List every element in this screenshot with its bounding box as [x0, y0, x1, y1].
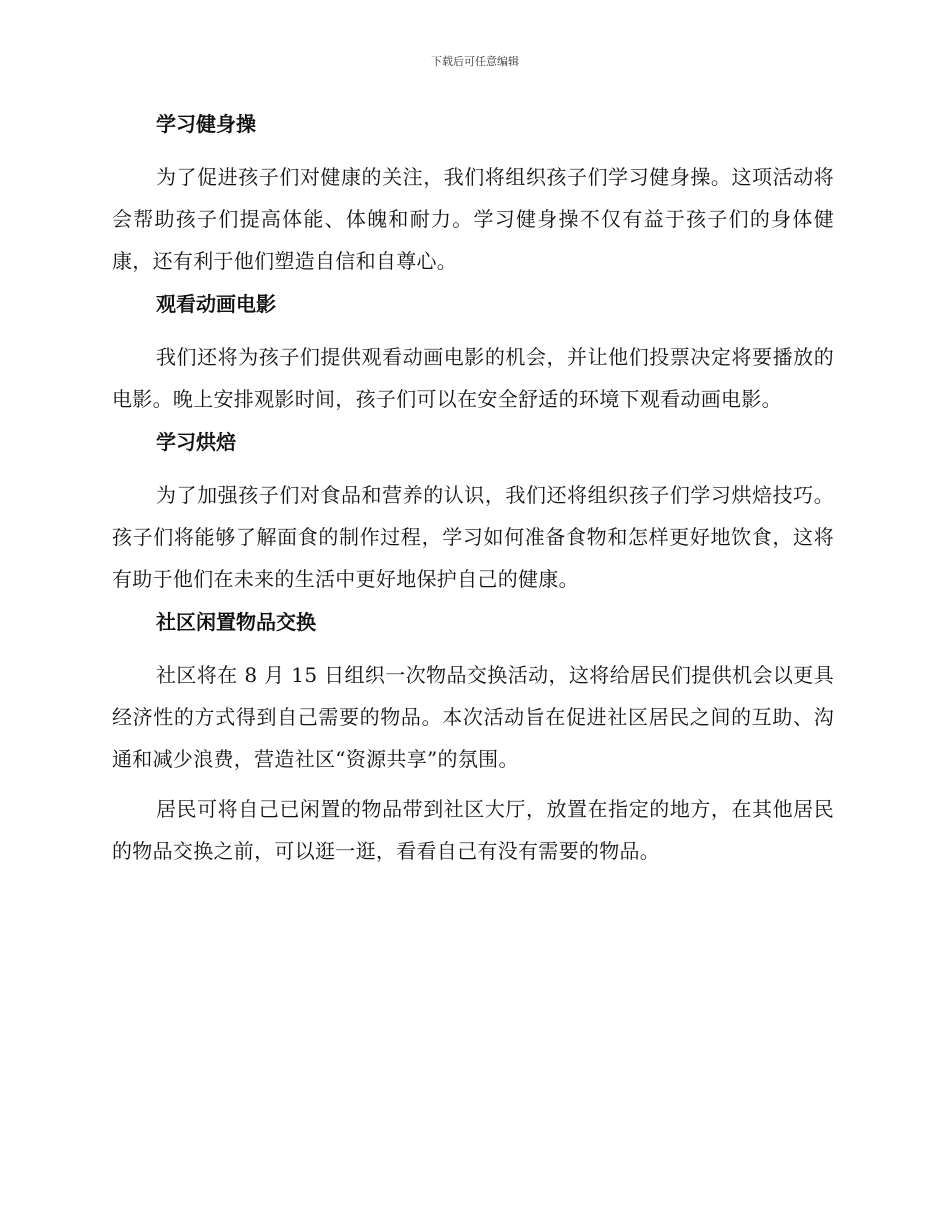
- section-movie: [112, 290, 834, 420]
- section-baking: [112, 428, 834, 600]
- document-body: [112, 110, 834, 880]
- section-paragraph: 居民可将自己已闲置的物品带到社区大厅，放置在指定的地方，在其他居民的物品交换之前，可以逛一逛，看看自己有没有需要的物品。: [112, 797, 834, 863]
- section-heading: 观看动画电影: [156, 292, 276, 316]
- section-paragraph: 我们还将为孩子们提供观看动画电影的机会，并让他们投票决定将要播放的电影。晚上安排观影时间，孩子们可以在安全舒适的环境下观看动画电影。: [112, 345, 834, 411]
- section-heading: 学习健身操: [156, 112, 256, 136]
- header-note: 下载后可任意编辑: [431, 55, 519, 68]
- section-fitness: [112, 110, 834, 282]
- section-paragraph: 为了加强孩子们对食品和营养的认识，我们还将组织孩子们学习烘焙技巧。孩子们将能够了解面食的制作过程，学习如何准备食物和怎样更好地饮食，这将有助于他们在未来的生活中更好地保护自己的健康。: [112, 483, 834, 591]
- section-paragraph: 为了促进孩子们对健康的关注，我们将组织孩子们学习健身操。这项活动将会帮助孩子们提高体能、体魄和耐力。学习健身操不仅有益于孩子们的身体健康，还有利于他们塑造自信和自尊心。: [112, 165, 834, 273]
- section-paragraph: 社区将在 8 月 15 日组织一次物品交换活动，这将给居民们提供机会以更具经济性的方式得到自己需要的物品。本次活动旨在促进社区居民之间的互助、沟通和减少浪费，营造社区“资源共享”的氛围。: [112, 663, 834, 771]
- section-exchange: [112, 608, 834, 872]
- section-heading: 学习烘焙: [156, 430, 236, 454]
- section-heading: 社区闲置物品交换: [156, 610, 316, 634]
